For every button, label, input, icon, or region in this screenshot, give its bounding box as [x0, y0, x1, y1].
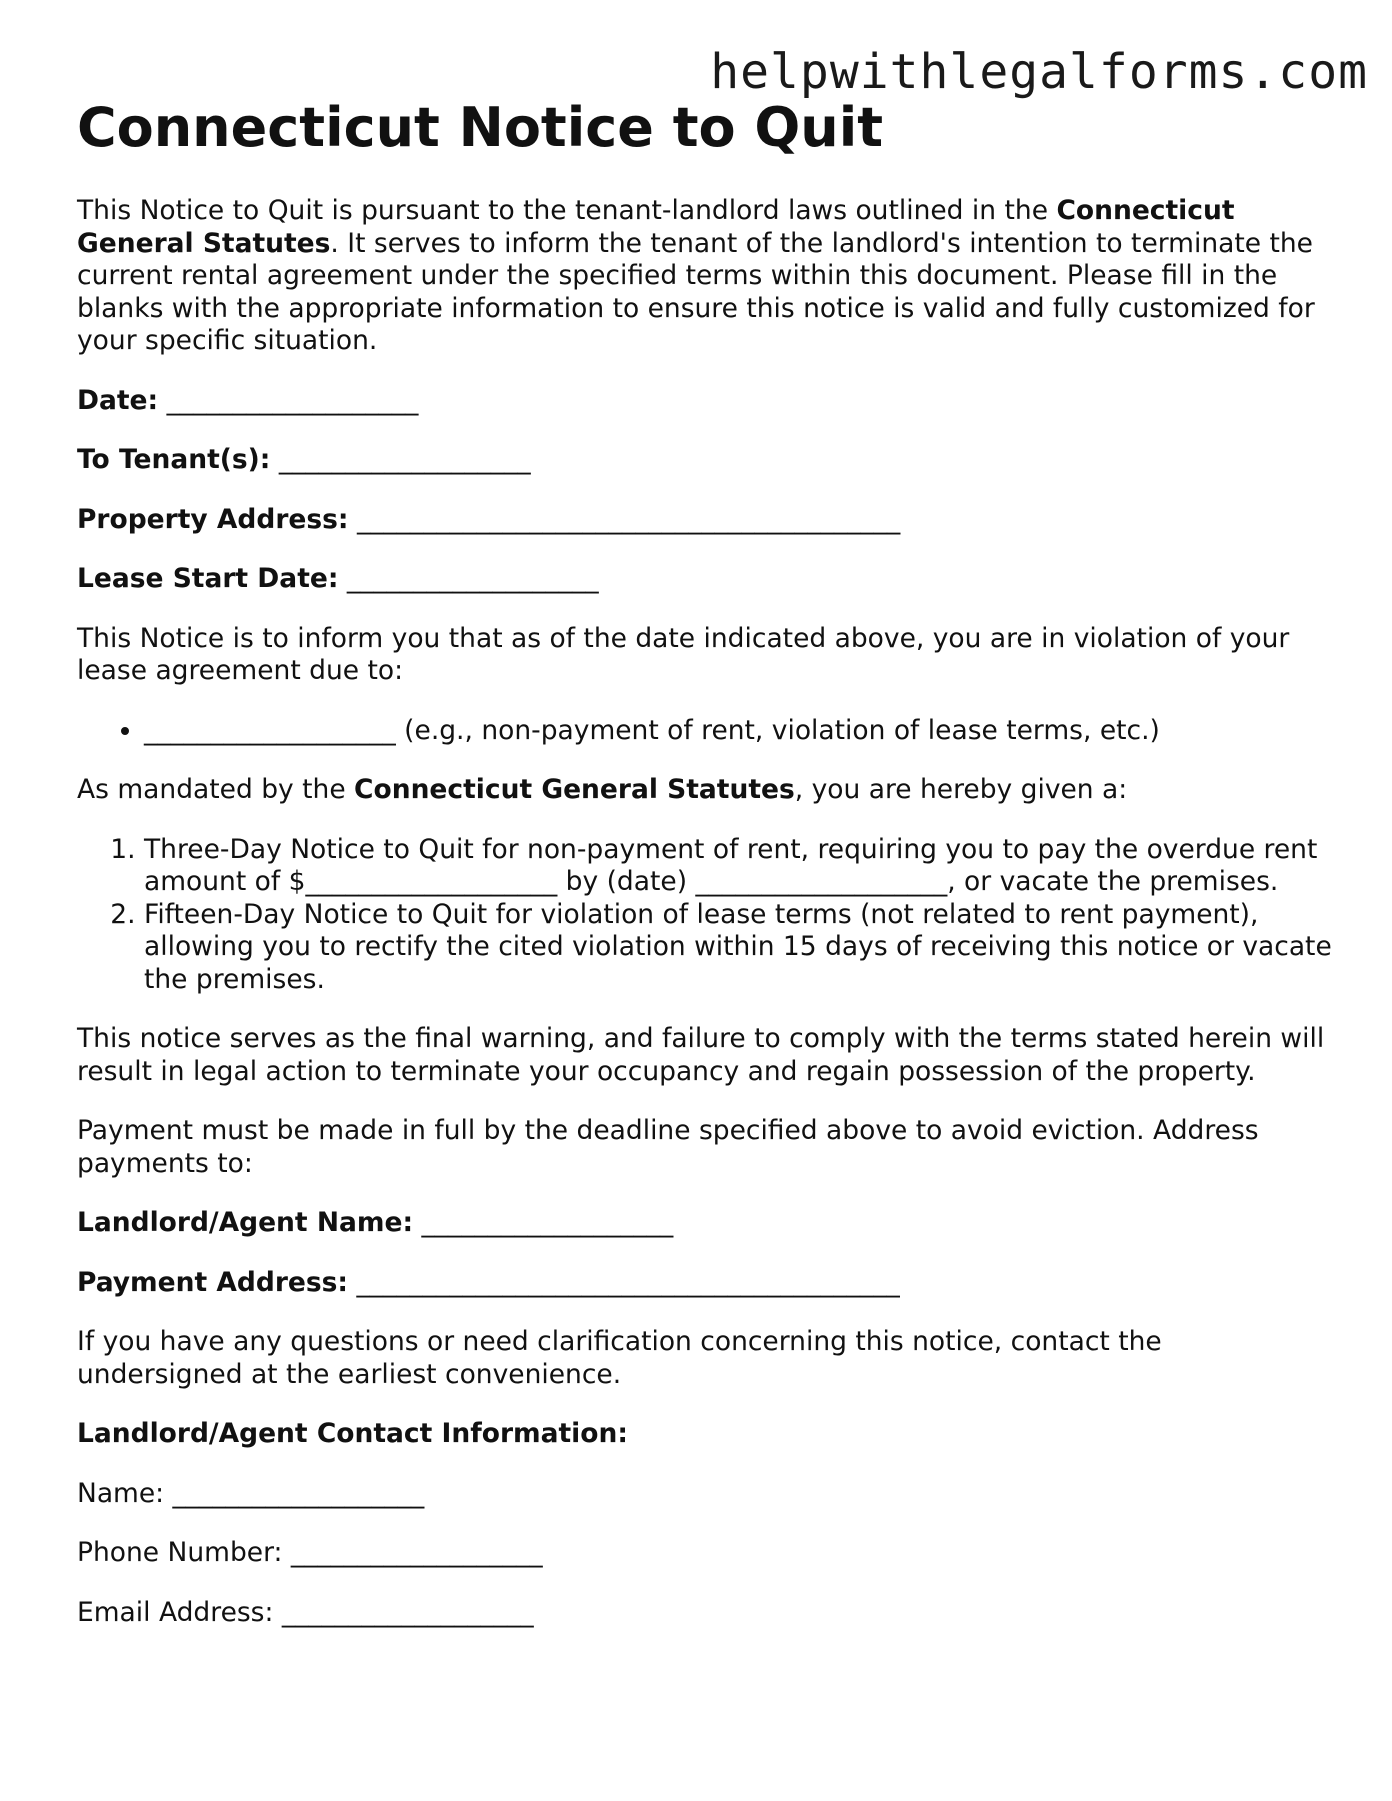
- contact-name-field: [77, 1478, 1332, 1511]
- lease-start-blank[interactable]: ___________________: [346, 563, 599, 594]
- document-body: [77, 96, 1332, 1656]
- payment-paragraph: Payment must be made in full by the deadline specified above to avoid eviction. Address payments to:: [77, 1115, 1259, 1179]
- notice-type-list: [77, 834, 1332, 997]
- contact-phone-field: [77, 1537, 1332, 1570]
- reason-item[interactable]: • ___________________ (e.g., non-payment of rent, violation of lease terms, etc.): [144, 715, 1332, 748]
- contact-email-blank[interactable]: ___________________: [281, 1596, 534, 1628]
- contact-name-label: Name:: [77, 1477, 165, 1509]
- mandate-paragraph: [77, 774, 1332, 807]
- lease-start-field: [77, 563, 1332, 596]
- intro-statutes-bold: Connecticut General Statutes: [77, 195, 1235, 259]
- mandate-statutes-bold: Connecticut General Statutes: [354, 774, 795, 805]
- final-warning-paragraph: This notice serves as the final warning, and failure to comply with the terms stated herein will result in legal action to terminate your occupancy and regain possession of the property.: [77, 1023, 1325, 1087]
- page-title: Connecticut Notice to Quit: [77, 96, 884, 159]
- questions-paragraph: If you have any questions or need clarification concerning this notice, contact the undersigned at the earliest convenience.: [77, 1326, 1162, 1390]
- reason-list: [77, 715, 1332, 748]
- property-address-label: Property Address:: [77, 503, 349, 535]
- intro-paragraph: [77, 195, 1332, 358]
- agent-name-blank[interactable]: ___________________: [421, 1207, 674, 1238]
- payment-address-field: [77, 1267, 1332, 1300]
- fifteen-day-notice-item: 2. Fifteen-Day Notice to Quit for violation of lease terms (not related to rent payment), allowing you to rectify the cited violation within 15 days of receiving this notice or vacate the premises.: [144, 899, 1332, 997]
- date-label: Date:: [77, 384, 159, 416]
- violation-intro: This Notice is to inform you that as of the date indicated above, you are in violation of your lease agreement due to:: [77, 622, 1290, 686]
- contact-name-blank[interactable]: ___________________: [172, 1477, 425, 1509]
- payment-address-blank[interactable]: _________________________________________: [356, 1266, 900, 1298]
- three-day-notice-item: 1. Three-Day Notice to Quit for non-payment of rent, requiring you to pay the overdue rent amount of $___________________ by (date) ___________________, or vacate the premises.: [144, 834, 1332, 899]
- tenant-field: [77, 444, 1332, 477]
- lease-start-label: Lease Start Date:: [77, 563, 339, 594]
- contact-phone-blank[interactable]: ___________________: [290, 1537, 543, 1568]
- contact-email-field: [77, 1597, 1332, 1630]
- agent-name-field: [77, 1207, 1332, 1240]
- mandate-text-after: , you are hereby given a:: [794, 774, 1128, 805]
- contact-heading: Landlord/Agent Contact Information:: [77, 1418, 628, 1449]
- property-address-blank[interactable]: _________________________________________: [356, 503, 901, 535]
- tenant-blank[interactable]: ___________________: [278, 444, 531, 475]
- property-address-field: [77, 504, 1332, 537]
- payment-address-label: Payment Address:: [77, 1266, 349, 1298]
- intro-text-before: This Notice to Quit is pursuant to the tenant-landlord laws outlined in the: [77, 195, 1057, 226]
- agent-name-label: Landlord/Agent Name:: [77, 1207, 414, 1238]
- tenant-label: To Tenant(s):: [77, 444, 271, 475]
- mandate-text-before: As mandated by the: [77, 774, 355, 805]
- date-blank[interactable]: ___________________: [166, 384, 419, 416]
- site-watermark: helpwithlegalforms.com: [710, 44, 1368, 100]
- contact-email-label: Email Address:: [77, 1596, 274, 1628]
- intro-text-after: . It serves to inform the tenant of the landlord's intention to terminate the current rental agreement under the specified terms within this document. Please fill in the blanks with the appropriate information to ensure this notice is valid and fully customized for your specific situation.: [77, 227, 1315, 356]
- contact-phone-label: Phone Number:: [77, 1537, 283, 1568]
- date-field: [77, 385, 1332, 418]
